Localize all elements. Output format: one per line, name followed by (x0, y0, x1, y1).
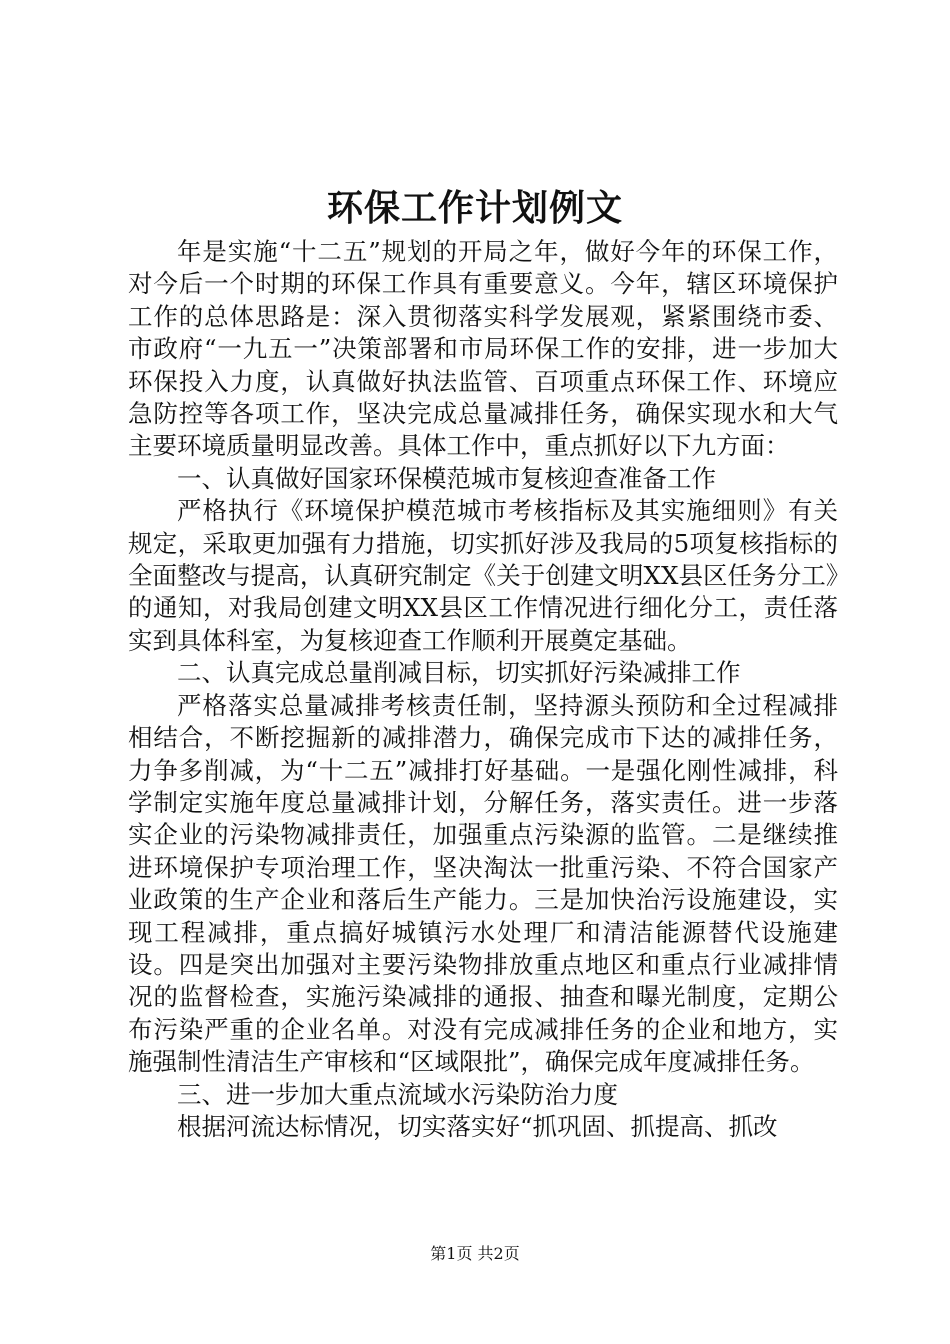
section-1-paragraph: 严格执行《环境保护模范城市考核指标及其实施细则》有关规定，采取更加强有力措施，切实抓好涉及我局的5项复核指标的全面整改与提高，认真研究制定《关于创建文明XX县区任务分工》的通知，对我局创建文明XX县区工作情况进行细化分工，责任落实到具体科室，为复核迎查工作顺利开展奠定基础。 (128, 496, 838, 655)
document-title: 环保工作计划例文 (326, 187, 623, 229)
section-heading-3: 三、进一步加大重点流域水污染防治力度 (177, 1079, 618, 1109)
section-heading-2: 二、认真完成总量削减目标，切实抓好污染减排工作 (177, 658, 741, 688)
document-body (128, 236, 838, 1143)
intro-paragraph: 年是实施“十二五”规划的开局之年，做好今年的环保工作，对今后一个时期的环保工作具有重要意义。今年，辖区环境保护工作的总体思路是：深入贯彻落实科学发展观，紧紧围绕市委、市政府“一九五一”决策部署和市局环保工作的安排，进一步加大环保投入力度，认真做好执法监管、百项重点环保工作、环境应急防控等各项工作，坚决完成总量减排任务，确保实现水和大气主要环境质量明显改善。具体工作中，重点抓好以下九方面： (128, 237, 838, 461)
section-heading-1: 一、认真做好国家环保模范城市复核迎查准备工作 (177, 463, 716, 493)
section-2-paragraph: 严格落实总量减排考核责任制，坚持源头预防和全过程减排相结合，不断挖掘新的减排潜力，确保完成市下达的减排任务，力争多削减，为“十二五”减排打好基础。一是强化刚性减排，科学制定实施年度总量减排计划，分解任务，落实责任。进一步落实企业的污染物减排责任，加强重点污染源的监管。二是继续推进环境保护专项治理工作，坚决淘汰一批重污染、不符合国家产业政策的生产企业和落后生产能力。三是加快治污设施建设，实现工程减排，重点搞好城镇污水处理厂和清洁能源替代设施建设。四是突出加强对主要污染物排放重点地区和重点行业减排情况的监督检查，实施污染减排的通报、抽查和曝光制度，定期公布污染严重的企业名单。对没有完成减排任务的企业和地方，实施强制性清洁生产审核和“区域限批”，确保完成年度减排任务。 (128, 690, 838, 1077)
section-3-paragraph: 根据河流达标情况，切实落实好“抓巩固、抓提高、抓改 (177, 1111, 778, 1141)
page-footer: 第1页 共2页 (430, 1244, 520, 1263)
